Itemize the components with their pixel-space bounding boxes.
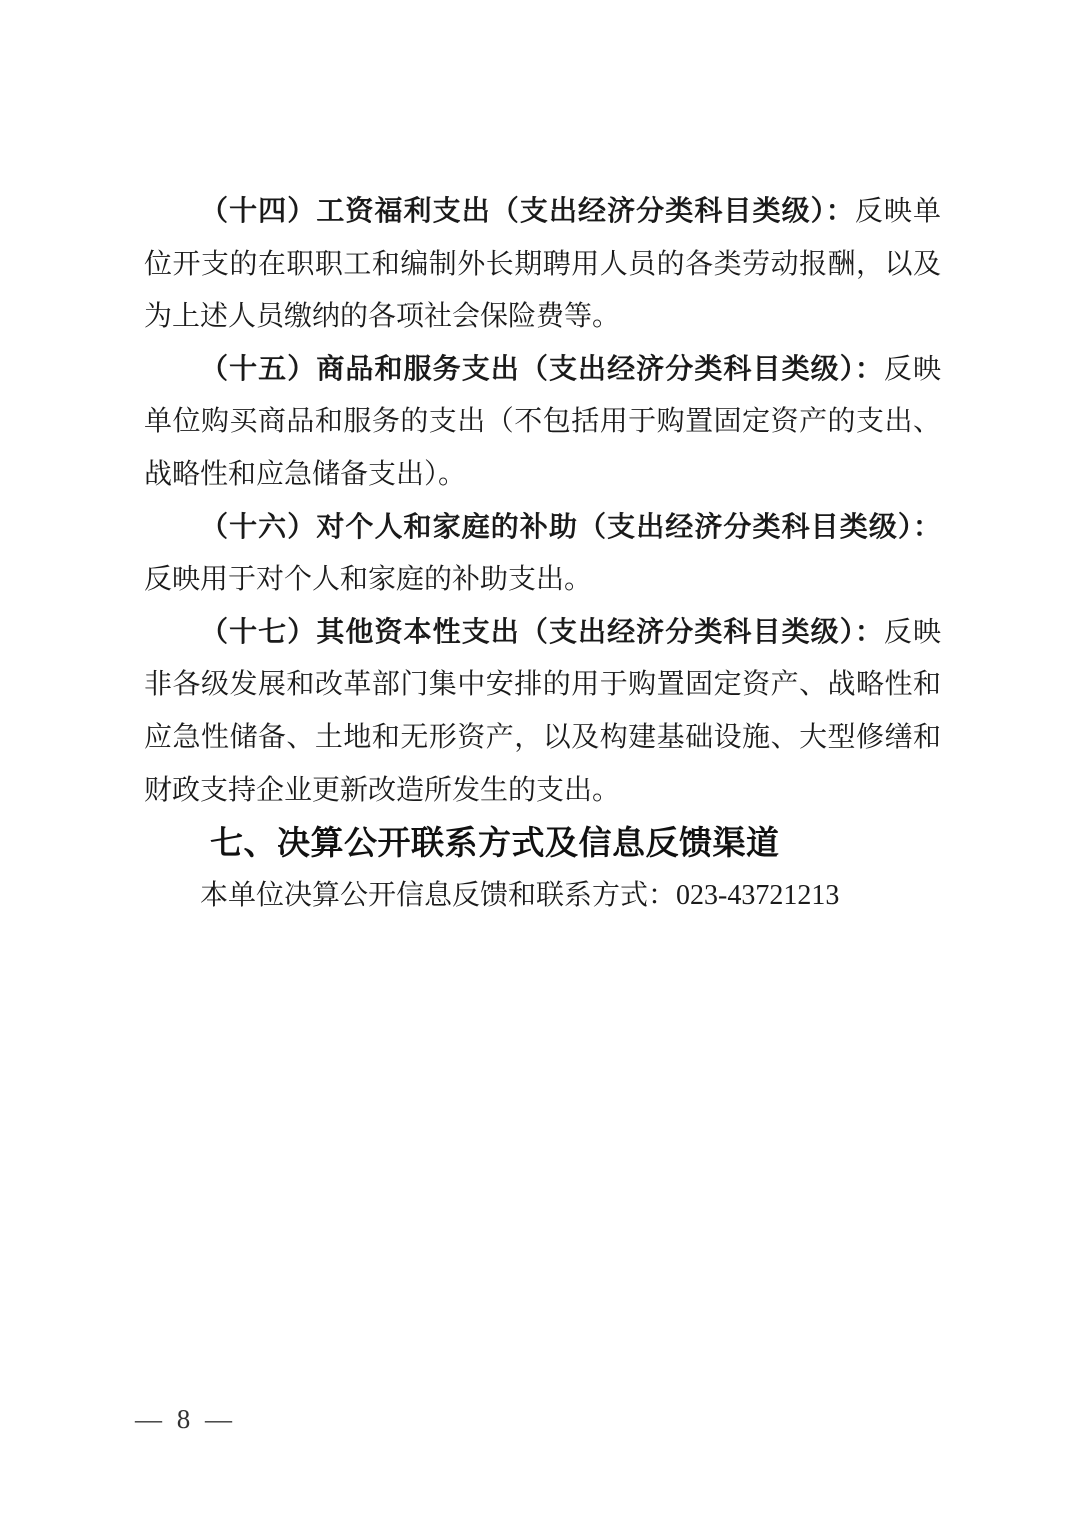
paragraph-lead: （十六）对个人和家庭的补助（支出经济分类科目类级）： <box>200 511 941 543</box>
document-body <box>144 186 941 922</box>
paragraph <box>144 607 941 817</box>
paragraph-lead: （十七）其他资本性支出（支出经济分类科目类级）： <box>200 616 884 648</box>
paragraph-lead: （十四）工资福利支出（支出经济分类科目类级）： <box>200 196 855 227</box>
paragraph <box>144 344 941 502</box>
paragraph-text: 反映单位开支的在职职工和编制外长期聘用人员的各类劳动报酬，以及为上述人员缴纳的各项社会保险费等。 <box>144 196 941 333</box>
paragraph <box>144 502 941 607</box>
contact-label: 本单位决算公开信息反馈和联系方式： <box>200 879 677 911</box>
contact-phone: 023-43721213 <box>676 879 840 911</box>
page-number: — 8 — <box>135 1404 236 1434</box>
section-heading: 七、决算公开联系方式及信息反馈渠道 <box>210 824 780 862</box>
contact-line <box>144 870 941 923</box>
paragraph-text: 反映用于对个人和家庭的补助支出。 <box>144 564 593 596</box>
paragraph-text: 反映非各级发展和改革部门集中安排的用于购置固定资产、战略性和应急性储备、土地和无形资产，以及构建基础设施、大型修缮和财政支持企业更新改造所发生的支出。 <box>144 616 941 806</box>
paragraph-lead: （十五）商品和服务支出（支出经济分类科目类级）： <box>200 353 884 385</box>
paragraph <box>144 186 941 344</box>
paragraph-text: 反映单位购买商品和服务的支出（不包括用于购置固定资产的支出、战略性和应急储备支出）。 <box>144 353 941 490</box>
